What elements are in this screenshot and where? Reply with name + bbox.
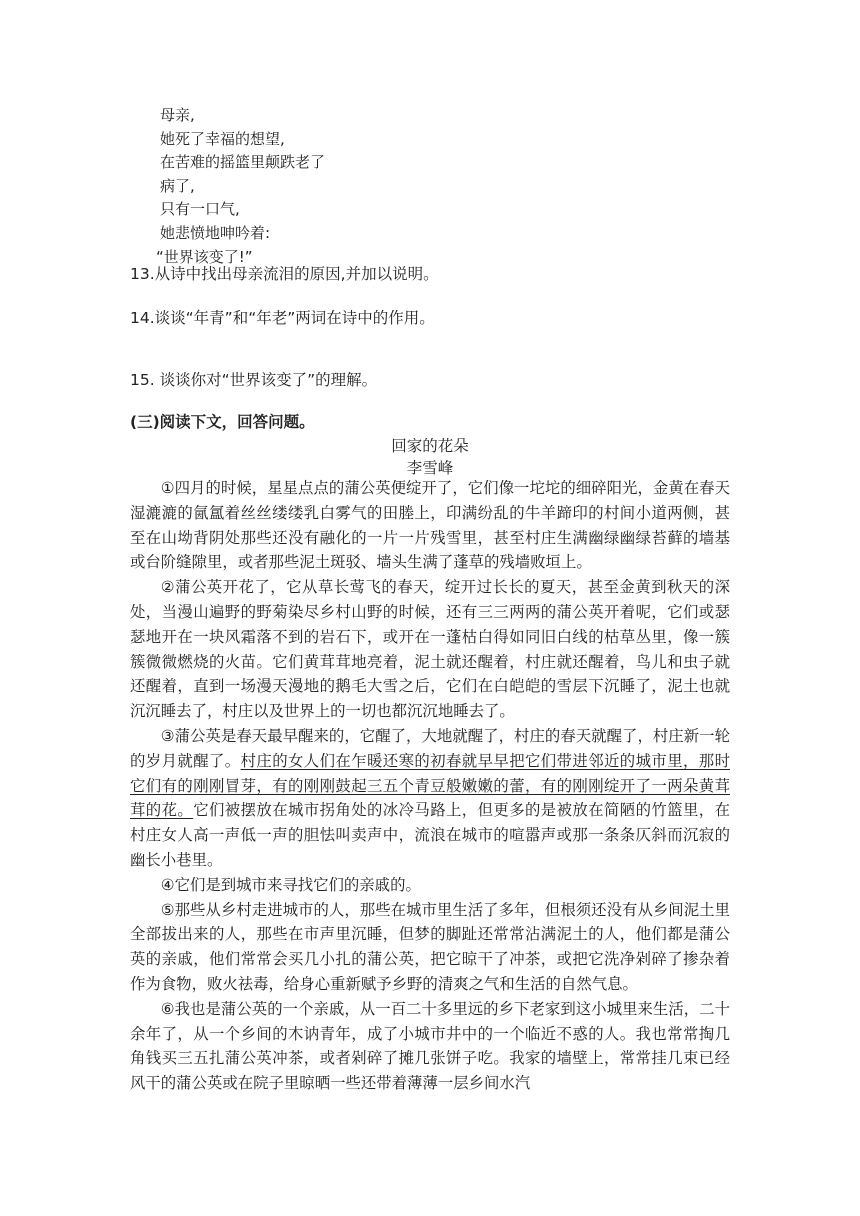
paragraph-2: ②蒲公英开花了，它从草长莺飞的春天，绽开过长长的夏天，甚至金黄到秋天的深处，当漫山遍野的野菊染尽乡村山野的时候，还有三三两两的蒲公英开着呢，它们或瑟瑟地开在一块风霜落不到的岩石下，或开在一蓬枯白得如同旧白线的枯草丛里，像一簇簇微微燃烧的火苗。它们黄茸茸地亮着，泥土就还醒着，村庄就还醒着，鸟儿和虫子就还醒着，直到一场漫天漫地的鹅毛大雪之后，它们在白皑皑的雪层下沉睡了，泥土也就沉沉睡去了，村庄以及世界上的一切也都沉沉地睡去了。 (130, 578, 730, 721)
paragraph-6: ⑥我也是蒲公英的一个亲戚，从一百二十多里远的乡下老家到这小城里来生活，二十余年了，从一个乡间的木讷青年，成了小城市井中的一个临近不惑的人。我也常常掏几角钱买三五扎蒲公英冲茶，或者剁碎了摊几张饼子吃。我家的墙壁上，常常挂几束已经风干的蒲公英或在院子里晾晒一些还带着薄薄一层乡间水汽 (130, 999, 730, 1093)
underlined-sentence: 村庄的女人们在乍暖还寒的初春就早早把它们带进邻近的城市里，那时它们有的刚刚冒芽，有的刚刚鼓起三五个青豆般嫩嫩的蕾，有的刚刚绽开了一两朵黄茸茸的花。 (130, 751, 730, 820)
paragraph-3 (130, 724, 730, 873)
poem-excerpt (156, 104, 326, 269)
poem-line: 她悲愤地呻吟着: (160, 223, 271, 242)
article-title: 回家的花朵 (391, 437, 469, 455)
poem-line: 在苦难的摇篮里颠跌老了 (160, 153, 326, 172)
paragraph-4: ④它们是到城市来寻找它们的亲戚的。 (160, 875, 421, 894)
paragraph-3-text: ③蒲公英是春天最早醒来的，它醒了，大地就醒了，村庄的春天就醒了，村庄新一轮的岁月就醒了。 (130, 726, 730, 770)
poem-line: 她死了幸福的想望, (160, 129, 285, 148)
poem-line: 只有一口气, (160, 200, 240, 219)
poem-line: 病了, (160, 176, 195, 195)
question-14: 14.谈谈“年青”和“年老”两词在诗中的作用。 (130, 309, 435, 327)
paragraph-1: ①四月的时候，星星点点的蒲公英便绽开了，它们像一坨坨的细碎阳光，金黄在春天湿漉漉的氤氲着丝丝缕缕乳白雾气的田塍上，印满纷乱的牛羊蹄印的村间小道两侧，甚至在山坳背阴处那些还没有融化的一片一片残雪里，甚至村庄生满幽绿幽绿苔藓的墙基或台阶缝隙里，或者那些泥土斑驳、墙头生满了蓬草的残墙败垣上。 (130, 479, 730, 572)
section-title: (三)阅读下文，回答问题。 (130, 413, 315, 431)
article-body (130, 476, 730, 1096)
paragraph-3-text-rest: 它们被摆放在城市拐角处的冰冷马路上，但更多的是被放在简陋的竹篮里，在村庄女人高一声低一声的胆怯叫卖声中，流浪在城市的喧嚣声或那一条条仄斜而沉寂的幽长小巷里。 (130, 801, 730, 869)
question-13: 13.从诗中找出母亲流泪的原因,并加以说明。 (130, 265, 439, 283)
paragraph-5: ⑤那些从乡村走进城市的人，那些在城市里生活了多年，但根须还没有从乡间泥土里全部拔出来的人，那些在市声里沉睡，但梦的脚趾还常常沾满泥土的人，他们都是蒲公英的亲戚，他们常常会买几小扎的蒲公英，把它晾干了冲茶，或把它洗净剁碎了掺杂着作为食物，败火祛毒，给身心重新赋予乡野的清爽之气和生活的自然气息。 (130, 900, 730, 993)
question-15: 15. 谈谈你对“世界该变了”的理解。 (130, 371, 378, 389)
article-author: 李雪峰 (406, 459, 454, 477)
poem-line: 母亲, (160, 106, 195, 124)
poem-line: “世界该变了!” (156, 247, 253, 266)
